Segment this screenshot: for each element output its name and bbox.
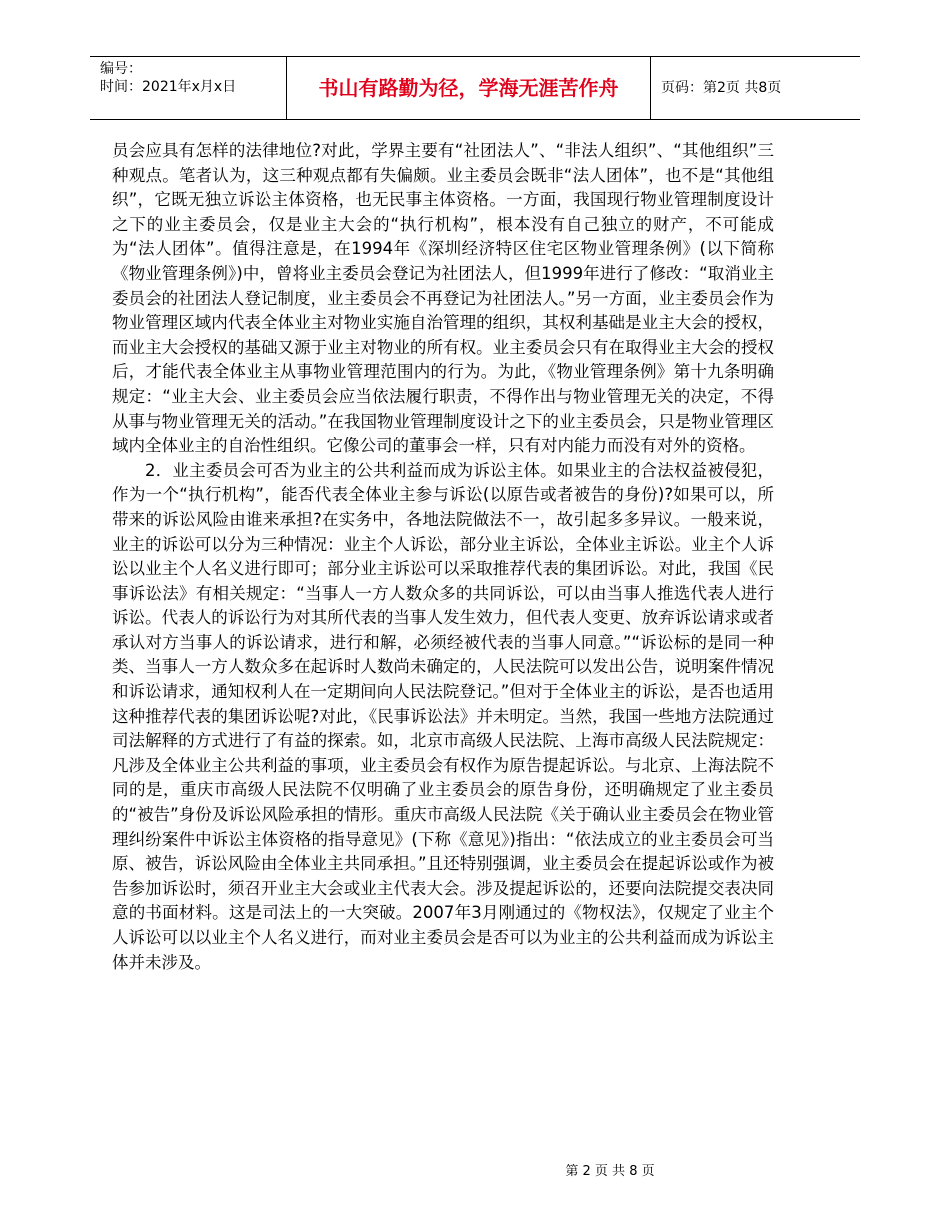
document-body: [112, 139, 774, 975]
body-paragraph: 2．业主委员会可否为业主的公共利益而成为诉讼主体。如果业主的合法权益被侵犯，作为一个“执行机构”，能否代表全体业主参与诉讼(以原告或者被告的身份)?如果可以，所带来的诉讼风险由谁来承担?在实务中，各地法院做法不一，故引起多多异议。一般来说，业主的诉讼可以分为三种情况：业主个人诉讼，部分业主诉讼，全体业主诉讼。业主个人诉讼以业主个人名义进行即可；部分业主诉讼可以采取推荐代表的集团诉讼。对此，我国《民事诉讼法》有相关规定：“当事人一方人数众多的共同诉讼，可以由当事人推选代表人进行诉讼。代表人的诉讼行为对其所代表的当事人发生效力，但代表人变更、放弃诉讼请求或者承认对方当事人的诉讼请求，进行和解，必须经被代表的当事人同意。”“诉讼标的是同一种类、当事人一方人数众多在起诉时人数尚未确定的，人民法院可以发出公告，说明案件情况和诉讼请求，通知权利人在一定期间向人民法院登记。”但对于全体业主的诉讼，是否也适用这种推荐代表的集团诉讼呢?对此，《民事诉讼法》并未明定。当然，我国一些地方法院通过司法解释的方式进行了有益的探索。如，北京市高级人民法院、上海市高级人民法院规定：凡涉及全体业主公共利益的事项，业主委员会有权作为原告提起诉讼。与北京、上海法院不同的是，重庆市高级人民法院不仅明确了业主委员会的原告身份，还明确规定了业主委员的“被告”身份及诉讼风险承担的情形。重庆市高级人民法院《关于确认业主委员会在物业管理纠纷案件中诉讼主体资格的指导意见》(下称《意见》)指出：“依法成立的业主委员会可当原、被告，诉讼风险由全体业主共同承担。”且还特别强调，业主委员会在提起诉讼或作为被告参加诉讼时，须召开业主大会或业主代表大会。涉及提起诉讼的，还要向法院提交表决同意的书面材料。这是司法上的一大突破。2007年3月刚通过的《物权法》，仅规定了业主个人诉讼可以以业主个人名义进行，而对业主委员会是否可以为业主的公共利益而成为诉讼主体并未涉及。: [112, 460, 774, 972]
header-meta: [90, 57, 286, 119]
page-header: [90, 56, 860, 120]
header-motto: 书山有路勤为径，学海无涯苦作舟: [286, 57, 651, 119]
page-footer: 第 2 页 共 8 页: [565, 1164, 655, 1179]
header-page-info: 页码：第2页 共8页: [661, 80, 782, 96]
body-paragraph: 员会应具有怎样的法律地位?对此，学界主要有“社团法人”、“非法人组织”、“其他组织”三种观点。笔者认为，这三种观点都有失偏颇。业主委员会既非“法人团体”，也不是“其他组织”，它既无独立诉讼主体资格，也无民事主体资格。一方面，我国现行物业管理制度设计之下的业主委员会，仅是业主大会的“执行机构”，根本没有自己独立的财产，不可能成为“法人团体”。值得注意是，在1994年《深圳经济特区住宅区物业管理条例》(以下简称《物业管理条例》)中，曾将业主委员会登记为社团法人，但1999年进行了修改：“取消业主委员会的社团法人登记制度，业主委员会不再登记为社团法人。”另一方面，业主委员会作为物业管理区域内代表全体业主对物业实施自治管理的组织，其权利基础是业主大会的授权，而业主大会授权的基础又源于业主对物业的所有权。业主委员会只有在取得业主大会的授权后，才能代表全体业主从事物业管理范围内的行为。为此，《物业管理条例》第十九条明确规定：“业主大会、业主委员会应当依法履行职责，不得作出与物业管理无关的决定，不得从事与物业管理无关的活动。”在我国物业管理制度设计之下的业主委员会，只是物业管理区域内全体业主的自治性组织。它像公司的董事会一样，只有对内能力而没有对外的资格。: [112, 141, 774, 456]
document-number-label: 编号：: [100, 61, 142, 77]
document-time-label: 时间：2021年x月x日: [100, 79, 237, 95]
